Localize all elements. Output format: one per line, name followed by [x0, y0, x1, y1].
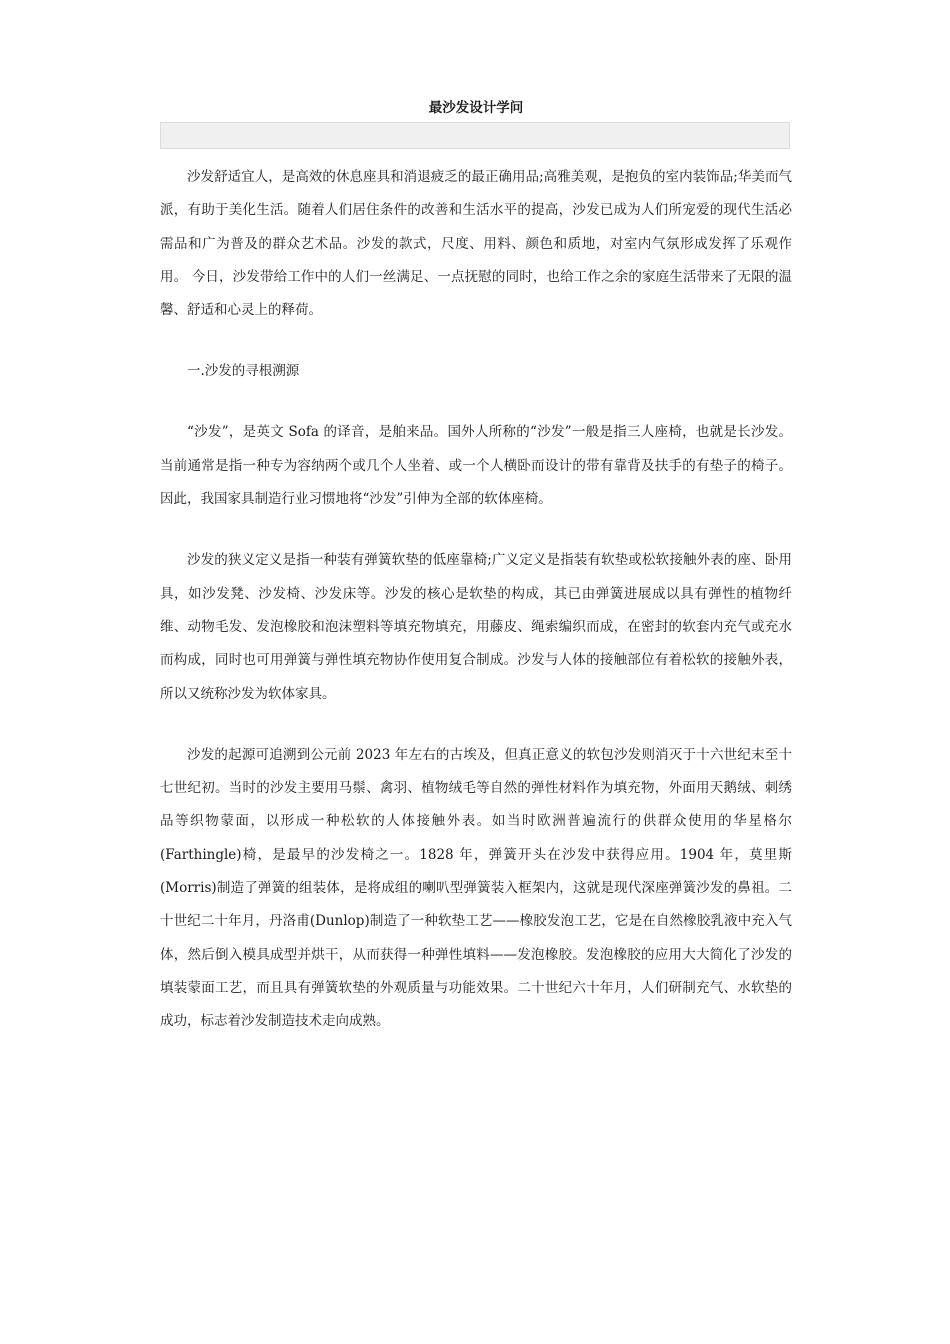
document-page: [160, 98, 792, 1039]
spacer: [160, 711, 792, 739]
document-title: 最沙发设计学问: [428, 100, 524, 116]
paragraph-sofa-definition: 沙发的狭义定义是指一种装有弹簧软垫的低座靠椅;广义定义是指装有软垫或松软接触外表的座、卧用具，如沙发凳、沙发椅、沙发床等。沙发的核心是软垫的构成，其已由弹簧进展成以具有弹性的植物纤维、动物毛发、发泡橡胶和泡沫塑料等填充物填充，用藤皮、绳索编织而成，在密封的软套内充气或充水而构成，同时也可用弹簧与弹性填充物协作使用复合制成。沙发与人体的接触部位有着松软的接触外表，所以又统称沙发为软体家具。: [160, 552, 792, 702]
paragraph-intro: 沙发舒适宜人，是高效的休息座具和消退疲乏的最正确用品;高雅美观，是抱负的室内装饰品;华美而气派，有助于美化生活。随着人们居住条件的改善和生活水平的提高，沙发已成为人们所宠爱的现代生活必需品和广为普及的群众艺术品。沙发的款式，尺度、用料、颜色和质地，对室内气氛形成发挥了乐观作用。 今日，沙发带给工作中的人们一丝满足、一点抚慰的同时，也给工作之余的家庭生活带来了无限的温馨、舒适和心灵上的释荷。: [160, 169, 792, 319]
spacer: [160, 516, 792, 544]
paragraph-sofa-etymology: “沙发”，是英文 Sofa 的译音，是舶来品。国外人所称的“沙发”一般是指三人座椅，也就是长沙发。当前通常是指一种专为容纳两个或几个人坐着、或一个人横卧而设计的带有靠背及扶手的有垫子的椅子。因此，我国家具制造行业习惯地将“沙发”引伸为全部的软体座椅。: [160, 424, 792, 508]
section-heading-origin: 一.沙发的寻根溯源: [187, 363, 300, 380]
spacer: [160, 327, 792, 355]
spacer: [160, 388, 792, 416]
header-band: [160, 122, 790, 149]
paragraph-sofa-history: 沙发的起源可追溯到公元前 2023 年左右的古埃及，但真正意义的软包沙发则消灭于十六世纪末至十七世纪初。当时的沙发主要用马鬃、禽羽、植物绒毛等自然的弹性材料作为填充物，外面用天鹅绒、刺绣品等织物蒙面，以形成一种松软的人体接触外表。如当时欧洲普遍流行的供群众使用的华星格尔(Farthingle)椅，是最早的沙发椅之一。1828 年，弹簧开头在沙发中获得应用。1904 年，莫里斯(Morris)制造了弹簧的组装体，是将成组的喇叭型弹簧装入框架内，这就是现代深座弹簧沙发的鼻祖。二十世纪二十年月，丹洛甫(Dunlop)制造了一种软垫工艺——橡胶发泡工艺，它是在自然橡胶乳液中充入气体，然后倒入模具成型并烘干，从而获得一种弹性填料——发泡橡胶。发泡橡胶的应用大大简化了沙发的填装蒙面工艺，而且具有弹簧软垫的外观质量与功能效果。二十世纪六十年月，人们研制充气、水软垫的成功，标志着沙发制造技术走向成熟。: [160, 746, 792, 1030]
